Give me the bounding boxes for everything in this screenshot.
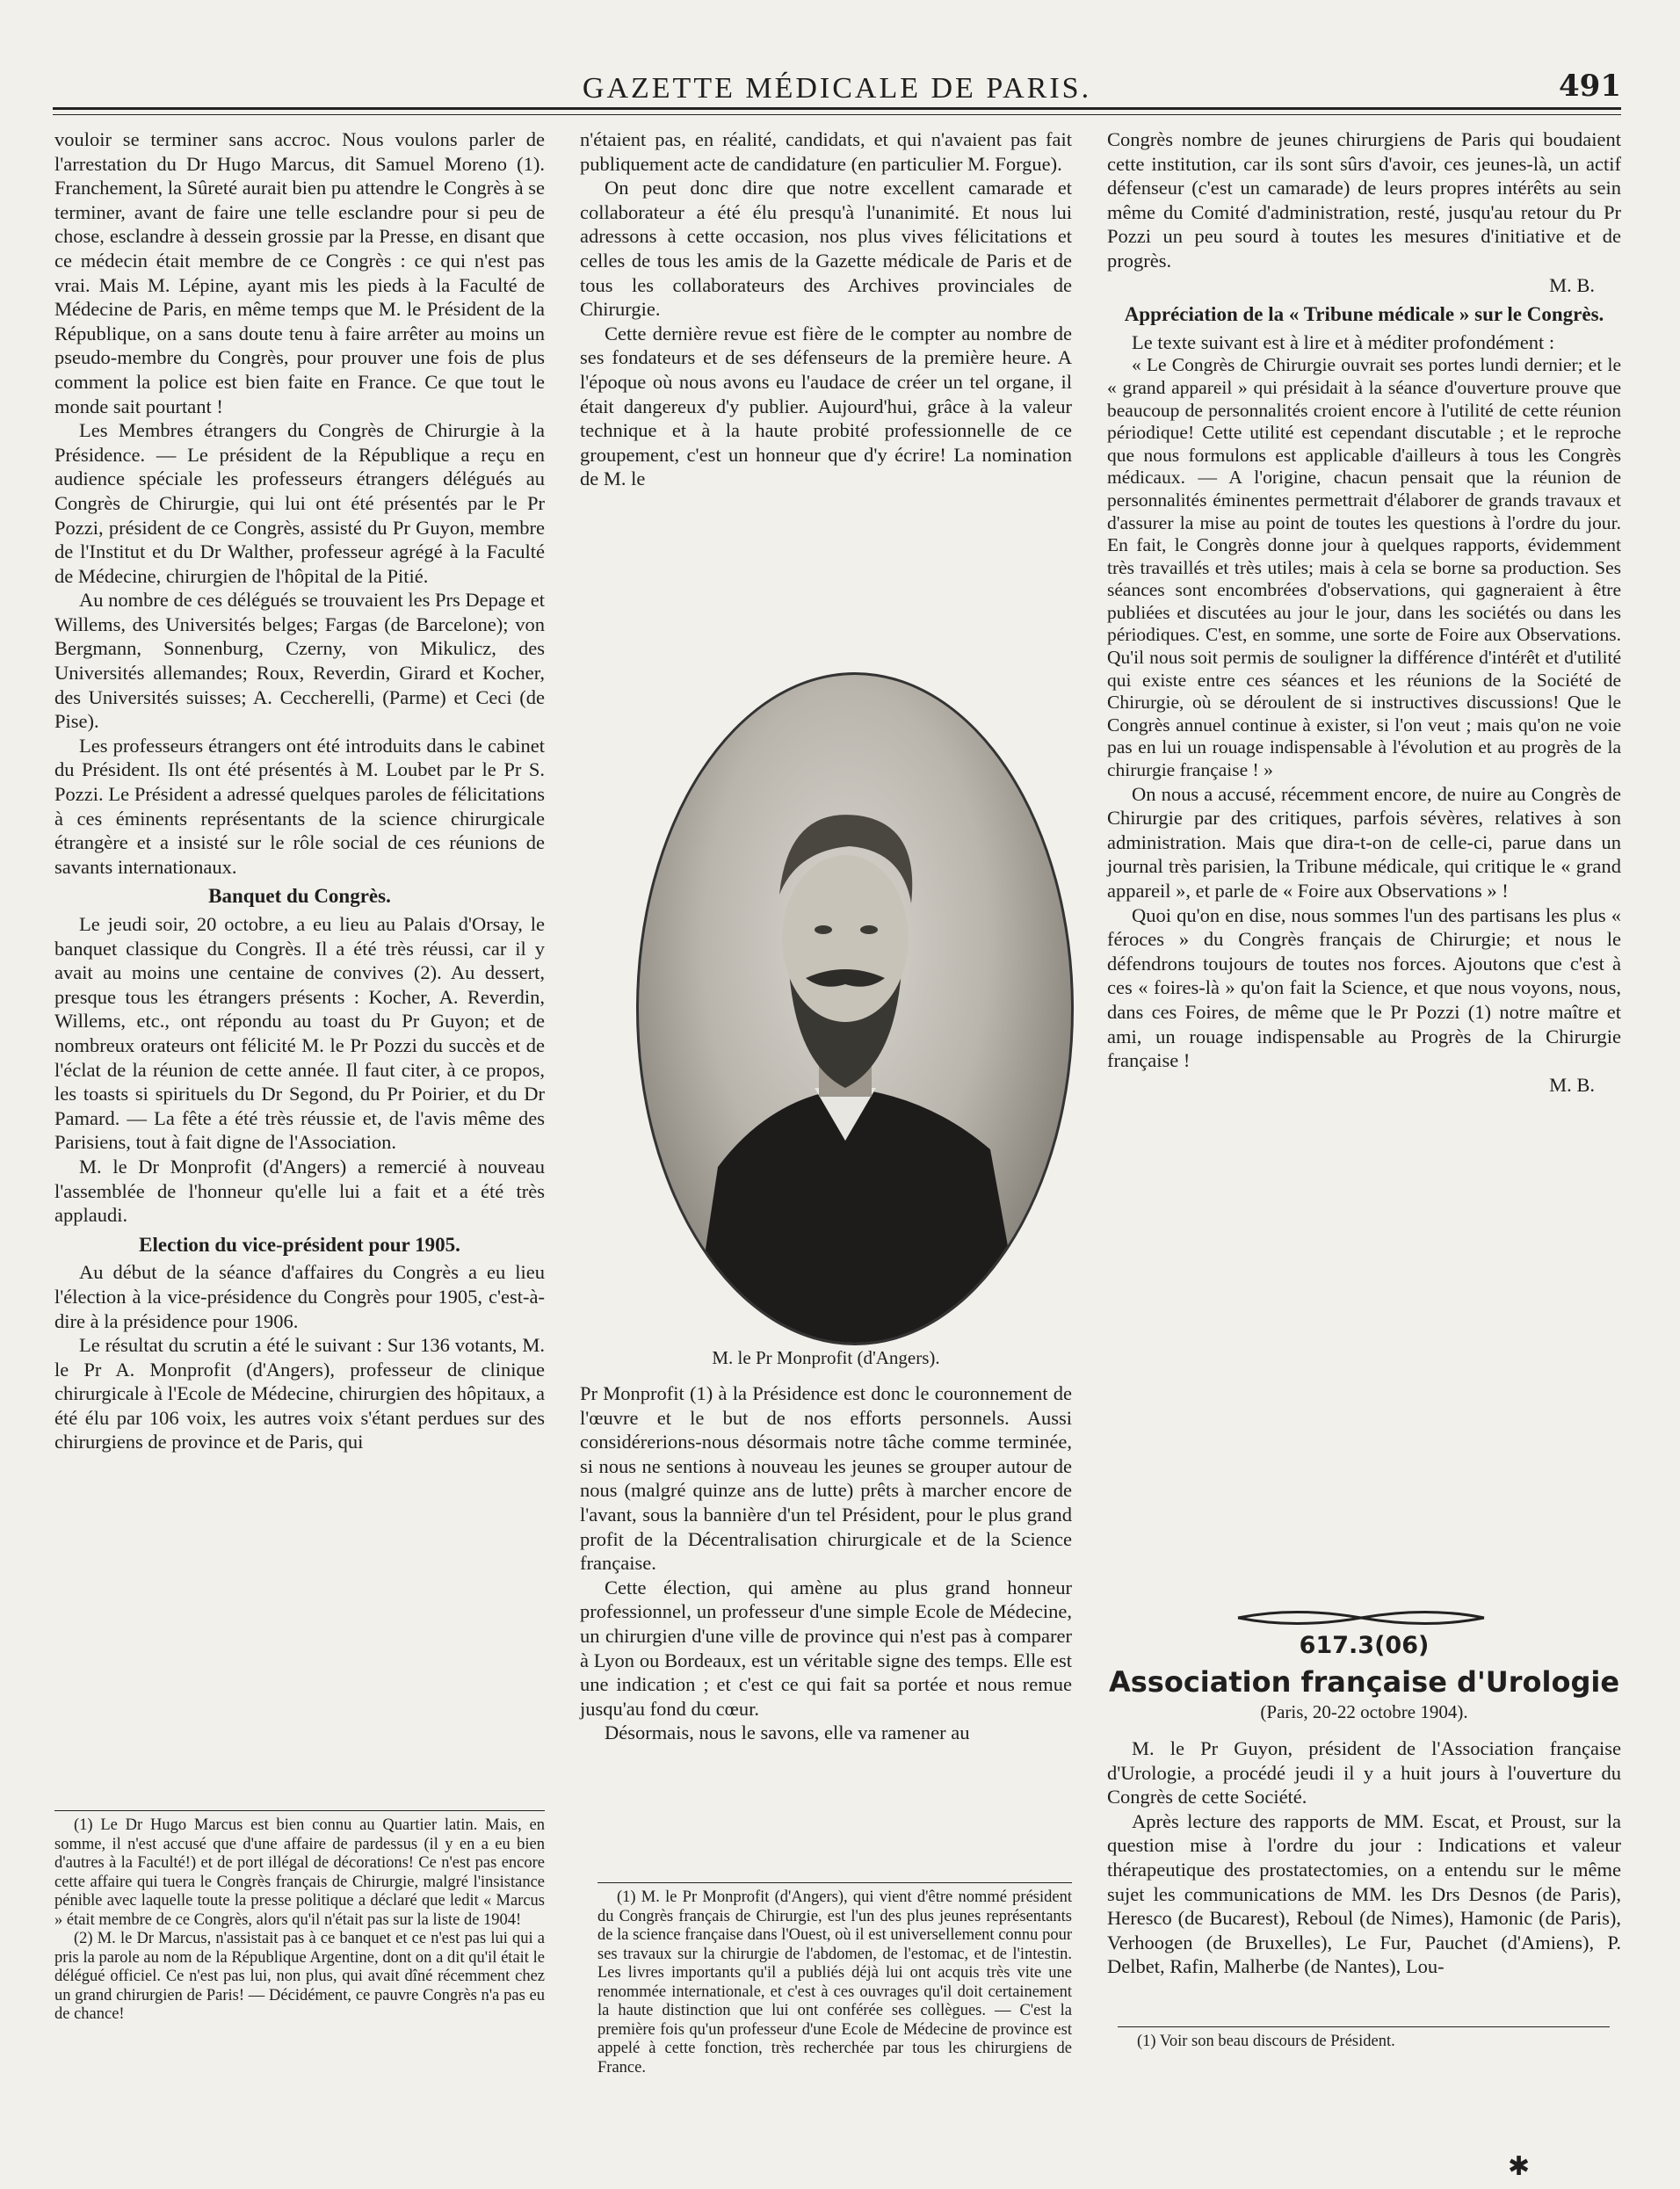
paragraph: Cette dernière revue est fière de le compter au nombre de ses fondateurs et de ses défenseurs de la première heure. A l'époque où nous avons eu l'audace de créer un tel organe, il était dangereux d'y publier. Aujourd'hui, grâce à la valeur technique et à la haute probité professionnelle de ce groupement, c'est un honneur que d'y écrire! La nomination de M. le <box>580 322 1072 490</box>
footnotes-right <box>1118 2026 1610 2052</box>
section-heading-tribune: Appréciation de la « Tribune médicale » sur le Congrès. <box>1124 303 1604 326</box>
column-left <box>54 127 545 1454</box>
section-subtitle-dates: (Paris, 20-22 octobre 1904). <box>1260 1701 1468 1722</box>
footnote: (1) M. le Pr Monprofit (d'Angers), qui vient d'être nommé président du Congrès français de Chirurgie, est l'un des plus jeunes représentants de la science française dans l'Ouest, où il est universellement connu pour ses travaux sur la chirurgie de l'abdomen, de l'estomac, et de l'intestin. Les livres importants qu'il a publiés déjà lui ont acquis très vite une renommée internationale, et c'est à ces ouvrages qu'il doit certainement la haute distinction que lui ont conférée ses collègues. — C'est la première fois qu'un professeur d'une Ecole de Médecine de province est appelé à cette fonction, très recherchée par tous les chirurgiens de France. <box>597 1888 1072 2077</box>
paragraph: Le résultat du scrutin a été le suivant : Sur 136 votants, M. le Pr A. Monprofit (d'Angers), professeur de clinique chirurgicale à l'Ecole de Médecine, chirurgien des hôpitaux, a été élu par 106 voix, les autres voix s'étant perdues sur des chirurgiens de province et de Paris, qui <box>54 1334 545 1453</box>
paragraph: Les Membres étrangers du Congrès de Chirurgie à la Présidence. — Le président de la République a reçu en audience spéciale les professeurs étrangers délégués au Congrès de Chirurgie, qui lui ont été présentés par le Pr Pozzi, président de ce Congrès, assisté du Pr Guyon, membre de l'Institut et du Dr Walther, professeur agrégé à la Faculté de Médecine, chirurgien de l'hôpital de la Pitié. <box>54 419 545 587</box>
paragraph: Après lecture des rapports de MM. Escat, et Proust, sur la question mise à l'ordre du jour : Indications et valeur thérapeutique des prostatectomies, on a entendu sur le même sujet les communications de MM. les Drs Desnos (de Paris), Heresco (de Bucarest), Reboul (de Nimes), Hamonic (de Paris), Verhoogen (de Bruxelles), Le Fur, Pauchet (d'Amiens), P. Delbet, Rafin, Malherbe (de Nantes), Lou- <box>1107 1809 1621 1978</box>
portrait-caption: M. le Pr Monprofit (d'Angers). <box>712 1347 940 1368</box>
paragraph: n'étaient pas, en réalité, candidats, et qui n'avaient pas fait publiquement acte de candidature (en particulier M. Forgue). <box>580 128 1072 175</box>
paragraph: Le jeudi soir, 20 octobre, a eu lieu au Palais d'Orsay, le banquet classique du Congrès. Il a été très réussi, car il y avait au moins une centaine de convives (2). Au dessert, presque tous les étrangers présents : Kocher, A. Reverdin, Willems, etc., ont répondu au toast du Pr Guyon; et de nombreux orateurs ont félicité M. le Pr Pozzi du succès et de l'éclat de la réunion de cette année. Il faut citer, à ce propos, les toasts si spirituels du Dr Segond, du Pr Poirier, et du Dr Pamard. — La fête a été très réussie et, de l'avis même des Parisiens, tout à fait digne de l'Association. <box>54 913 545 1154</box>
header-rule-thin <box>53 114 1621 115</box>
quoted-paragraph: « Le Congrès de Chirurgie ouvrait ses portes lundi dernier; et le « grand appareil » qui présidait à la séance d'ouverture prouve que beaucoup de personnalités croient encore à l'utilité de cette réunion périodique! Cette utilité est cependant discutable ; et le reproche que nous formulons est applicable d'ailleurs à tous les Congrès médicaux. — A l'origine, chacun pensait que la réunion de personnalités éminentes permettrait d'élaborer de grands travaux et d'assurer la mise au point de toutes les questions à l'ordre du jour. En fait, le Congrès donne jour à quelques rapports, évidemment très travaillés et très utiles; mais à cela se borne sa production. Ses séances sont encombrées d'observations, qui gagneraient à être publiées et discutées au jour le jour, dans les sociétés ou dans les périodiques. C'est, en somme, une sorte de Foire aux Observations. Qu'il nous soit permis de souligner la différence d'intérêt et d'utilité qui existe entre ces séances et les réunions de la Société de Chirurgie, où se déroulent de si instructives discussions! Que le Congrès annuel continue à exister, si l'on veut ; mais qu'on ne voie pas en lui un rouage indispensable à l'évolution et au progrès de la chirurgie française ! » <box>1107 354 1621 781</box>
column-middle-top <box>580 127 1072 491</box>
paragraph: M. le Pr Guyon, président de l'Association française d'Urologie, a procédé jeudi il y a huit jours à l'ouverture du Congrès de cette Société. <box>1107 1737 1621 1808</box>
section-title-urologie: Association française d'Urologie <box>1108 1665 1620 1699</box>
paragraph: On peut donc dire que notre excellent camarade et collaborateur a été élu presqu'à l'unanimité. Et nous lui adressons à cette occasion, nos plus vives félicitations et celles de tous les amis de la Gazette médicale de Paris et de tous les collaborateurs des Archives provinciales de Chirurgie. <box>580 177 1072 321</box>
paragraph: Au nombre de ces délégués se trouvaient les Prs Depage et Willems, des Universités belges; Fargas (de Barcelone); von Bergmann, Sonnenburg, Czerny, von Mikulicz, des Universités allemandes; Roux, Reverdin, Girard et Kocher, des Universités suisses; A. Ceccherelli, (Parme) et Ceci (de Pise). <box>54 589 545 733</box>
ornament-divider <box>1234 1605 1488 1631</box>
portrait-photo <box>636 672 1074 1345</box>
paragraph: Pr Monprofit (1) à la Présidence est donc le couronnement de l'œuvre et le but de nos efforts personnels. Aussi considérerions-nous désormais notre tâche comme terminée, si nous ne sentions à nouveau les jeunes se grouper autour de nous (malgré quinze ans de lutte) prêts à marcher encore de l'avant, sous la bannière d'un tel Président, pour le plus grand profit de la Décentralisation chirurgicale et de la Science française. <box>580 1382 1072 1575</box>
end-mark: ✱ <box>1508 2151 1531 2182</box>
footnote: (1) Le Dr Hugo Marcus est bien connu au Quartier latin. Mais, en somme, il n'est accusé que d'une affaire de pardessus (il y en a eu bien d'autres à la Faculté!) et de port illégal de décorations! Ce n'est pas encore cette affaire qui tuera le Congrès français de Chirurgie, malgré l'insistance pénible avec laquelle toute la presse politique a déclaré que ledit « Marcus » était membre de ce Congrès, alors qu'il n'était pas sur la liste de 1904! <box>54 1816 545 1929</box>
page-header <box>53 62 1621 114</box>
paragraph: Cette élection, qui amène au plus grand honneur professionnel, un professeur d'une simple Ecole de Médecine, un chirurgien d'une ville de province qui n'est pas à comparer à Lyon ou Bordeaux, est un véritable signe des temps. Elle est une indication ; et c'est ce qui fait sa portée et nous remue jusqu'au fond du cœur. <box>580 1576 1072 1720</box>
paragraph: On nous a accusé, récemment encore, de nuire au Congrès de Chirurgie par des critiques, parfois sévères, relatives à son administration. Mais que dira-t-on de celle-ci, parue dans un journal très parisien, la Tribune médicale, qui critique le « grand appareil », et parle de « Foire aux Observations » ! <box>1107 782 1621 902</box>
signature-initials: M. B. <box>1549 273 1595 296</box>
column-right-bottom <box>1107 1736 1621 1979</box>
classification-code: 617.3(06) <box>1299 1632 1430 1659</box>
footnotes-left <box>54 1810 545 2025</box>
paragraph: Quoi qu'on en dise, nous sommes l'un des partisans les plus « féroces » du Congrès français de Chirurgie; et nous le défendrons toujours de toutes nos forces. Ajoutons que c'est à ces « foires-là » qu'on fait la Science, et que nous voyons, nous, dans ces Foires, de même que le Pr Pozzi (1) notre maître et ami, un rouage indispensable au Progrès de la Chirurgie française ! <box>1107 903 1621 1072</box>
paragraph: Congrès nombre de jeunes chirurgiens de Paris qui boudaient cette institution, car ils sont sûrs d'avoir, ces jeunes-là, un actif défenseur (c'est un camarade) de leurs propres intérêts au sein même du Comité d'administration, resté, jusqu'au retour du Pr Pozzi un peu sourd à toutes les mesures d'initiative et de progrès. <box>1107 128 1621 272</box>
paragraph: Le texte suivant est à lire et à méditer profondément : <box>1132 330 1555 353</box>
column-right <box>1107 127 1621 1097</box>
paragraph: M. le Dr Monprofit (d'Angers) a remercié à nouveau l'assemblée de l'honneur qu'elle lui a fait et a été très applaudi. <box>54 1155 545 1227</box>
paragraph: Les professeurs étrangers ont été introduits dans le cabinet du Président. Ils ont été présentés à M. Loubet par le Pr S. Pozzi. Le Président a adressé quelques paroles de félicitations à ces éminents représentants de la science chirurgicale étrangère et a insisté sur le rôle social de ces réunions de savants internationaux. <box>54 734 545 878</box>
footnotes-middle <box>597 1882 1072 2077</box>
footnote: (1) Voir son beau discours de Président. <box>1137 2033 1395 2050</box>
footnote: (2) M. le Dr Marcus, n'assistait pas à ce banquet et ce n'est pas lui qui a pris la parole au nom de la République Argentine, dont on a dit qu'il était le délégué officiel. Ce n'est pas lui, non plus, qui avait dîné récemment chez un grand chirurgien de Paris! — Décidément, ce pauvre Congrès n'a pas eu de chance! <box>54 1930 545 2023</box>
journal-title: GAZETTE MÉDICALE DE PARIS. <box>582 72 1092 105</box>
paragraph: Désormais, nous le savons, elle va ramener au <box>605 1721 970 1744</box>
page-number: 491 <box>1559 69 1621 104</box>
column-middle-bottom <box>580 1381 1072 1745</box>
paragraph: vouloir se terminer sans accroc. Nous voulons parler de l'arrestation du Dr Hugo Marcus, dit Samuel Moreno (1). Franchement, la Sûreté aurait bien pu attendre le Congrès à se terminer, avant de faire une telle esclandre pour si peu de chose, esclandre à dessein grossie par la Presse, en disant que ce médecin était membre de ce Congrès : ce qui n'est pas vrai. Mais M. Lépine, ayant mis les pieds à la Faculté de Médecine de Paris, en même temps que M. le Président de la République, on a sans doute tenu à faire arrêter au moins un pseudo-membre du Congrès, pour prouver une fois de plus comment la police est bien faite en France. Ce que tout le monde sait pourtant ! <box>54 128 545 417</box>
portrait-illustration <box>639 675 1071 1343</box>
section-heading-banquet: Banquet du Congrès. <box>208 885 391 908</box>
signature-initials: M. B. <box>1549 1073 1595 1096</box>
section-heading-election: Election du vice-président pour 1905. <box>139 1233 460 1256</box>
header-rule-thick <box>53 107 1621 110</box>
paragraph: Au début de la séance d'affaires du Congrès a eu lieu l'élection à la vice-présidence du Congrès pour 1905, c'est-à-dire à la présidence pour 1906. <box>54 1261 545 1332</box>
